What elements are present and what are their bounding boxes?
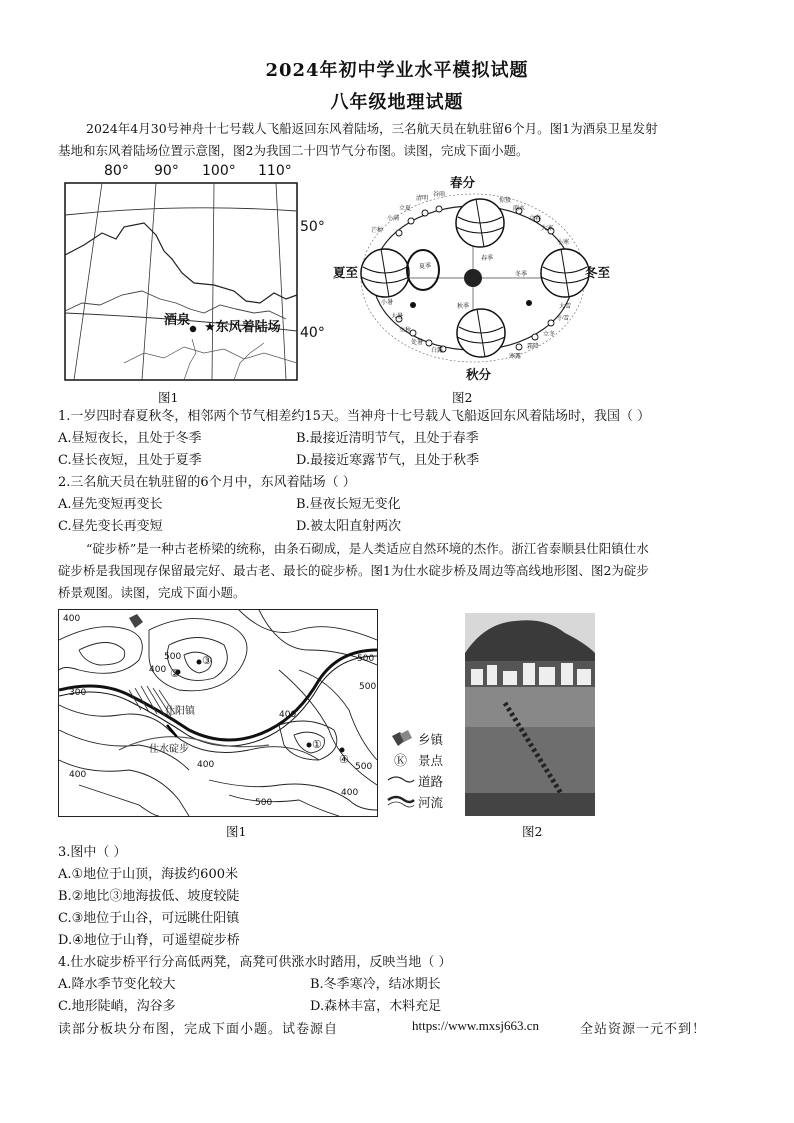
option[interactable]: C.昼长夜短，且处于夏季 [58, 453, 202, 468]
term-label: 雨水 [513, 205, 526, 212]
option[interactable]: C.③地位于山谷，可远眺仕阳镇 [58, 911, 240, 926]
term-label: 秋季 [457, 303, 470, 310]
contour-label: 400 [279, 710, 297, 720]
point-label-3: ③ [202, 654, 212, 667]
map-legend [386, 730, 456, 814]
point-label-1: ① [312, 738, 322, 751]
term-label: 大暑 [391, 313, 404, 320]
lat-label: 40° [300, 325, 325, 341]
option[interactable]: D.森林丰富，木料充足 [310, 999, 442, 1014]
option[interactable]: A.①地位于山顶，海拔约600米 [58, 867, 238, 882]
figure-caption: 图1 [226, 824, 247, 839]
term-label: 冬季 [515, 271, 528, 278]
term-label: 立夏 [399, 205, 412, 212]
point-label-4: ④ [339, 753, 349, 766]
scenic-spot-icon: Ⓚ [394, 754, 408, 769]
term-label: 芒种 [371, 227, 384, 234]
contour-label: 500 [255, 798, 273, 808]
term-label: 小满 [387, 215, 400, 222]
term-label: 白露 [431, 347, 444, 354]
option[interactable]: B.②地比③地海拔低、坡度较陡 [58, 889, 240, 904]
question-1: 1.一岁四时春夏秋冬，相邻两个节气相差约15天。当神舟十七号载人飞船返回东风着陆场时，我国（ ） [58, 409, 651, 424]
lon-label: 110° [258, 163, 292, 179]
question-4: 4.仕水碇步桥平行分高低两凳，高凳可供涨水时踏用，反映当地（ ） [58, 955, 452, 970]
contour-label: 400 [63, 614, 81, 624]
exam-subtitle: 八年级地理试题 [330, 92, 464, 113]
term-label: 小寒 [557, 239, 570, 246]
option[interactable]: B.最接近清明节气，且处于春季 [296, 431, 479, 446]
contour-label: 500 [357, 654, 375, 664]
contour-label: 400 [197, 760, 215, 770]
point-label-2: ② [170, 667, 180, 680]
contour-label: 400 [69, 770, 87, 780]
bridge-label: 仕水碇步 [149, 744, 189, 755]
contour-label: 400 [149, 665, 167, 675]
contour-label: 500 [359, 682, 377, 692]
term-label: 谷雨 [433, 191, 446, 198]
footer-promo: 全站资源一元不到！ [580, 1022, 707, 1037]
location-map [64, 163, 325, 383]
term-label: 霜降 [527, 343, 540, 350]
bridge-photo [465, 613, 595, 816]
term-label: 处暑 [411, 339, 424, 346]
solar-terms-diagram [333, 173, 611, 383]
term-label: 夏季 [419, 263, 432, 270]
footer-link[interactable]: https://www.mxsj663.cn [412, 1018, 539, 1033]
intro-paragraph-2: “碇步桥”是一种古老桥梁的统称，由条石砌成，是人类适应自然环境的杰作。浙江省泰顺县仕阳镇仕水 碇步桥是我国现存保留最完好、最古老、最长的碇步桥。图1为仕水碇步桥及周边等高线地形图、图2为碇步 桥景观图。读图，完成下面小题。 [58, 541, 649, 600]
term-label: 立冬 [543, 331, 556, 338]
legend-label: 乡镇 [418, 732, 444, 747]
lat-label: 50° [300, 219, 325, 235]
season-label-spring: 春分 [450, 175, 476, 190]
contour-label: 300 [69, 688, 87, 698]
legend-label: 河流 [418, 795, 444, 810]
question-2: 2.三名航天员在轨驻留的6个月中，东风着陆场（ ） [58, 475, 356, 490]
term-label: 大寒 [541, 225, 554, 232]
term-label: 寒露 [509, 353, 522, 360]
intro-paragraph-1: 2024年4月30号神舟十七号载人飞船返回东风着陆场，三名航天员在轨驻留6个月。图1为酒泉卫星发射 基地和东风着陆场位置示意图，图2为我国二十四节气分布图。读图，完成下面小题。 [58, 121, 658, 158]
option[interactable]: C.地形陡峭，沟谷多 [58, 999, 176, 1014]
figure-caption: 图2 [452, 390, 473, 405]
figure-caption: 图1 [158, 390, 179, 405]
term-label: 小雪 [557, 315, 570, 322]
option[interactable]: D.④地位于山脊，可遥望碇步桥 [58, 933, 240, 948]
lon-label: 100° [202, 163, 236, 179]
term-label: 小暑 [381, 299, 394, 306]
option[interactable]: C.昼先变长再变短 [58, 519, 163, 534]
term-label: 大雪 [559, 303, 572, 310]
place-dongfeng: ★东风着陆场 [204, 320, 281, 335]
footer-note: 读部分板块分布图，完成下面小题。试卷源自 [58, 1022, 339, 1037]
legend-label: 景点 [418, 753, 444, 768]
question-3: 3.图中（ ） [58, 845, 127, 860]
lon-label: 80° [104, 163, 129, 179]
option[interactable]: A.昼先变短再变长 [58, 497, 163, 512]
contour-label: 400 [341, 788, 359, 798]
option[interactable]: A.昼短夜长，且处于冬季 [58, 431, 202, 446]
term-label: 立秋 [399, 327, 412, 334]
term-label: 春季 [481, 255, 494, 262]
term-label: 立春 [529, 215, 542, 222]
legend-label: 道路 [418, 774, 444, 789]
contour-label: 500 [164, 652, 182, 662]
town-label: 仕阳镇 [165, 706, 195, 717]
season-label-summer: 夏至 [333, 265, 359, 280]
option[interactable]: A.降水季节变化较大 [58, 977, 176, 992]
exam-title: 2024年初中学业水平模拟试题 [265, 60, 529, 81]
option[interactable]: B.昼夜长短无变化 [296, 497, 401, 512]
option[interactable]: D.最接近寒露节气，且处于秋季 [296, 453, 480, 468]
place-jiuquan: 酒泉 [164, 313, 191, 328]
season-label-winter: 冬至 [585, 265, 611, 280]
term-label: 清明 [416, 195, 429, 202]
lon-label: 90° [154, 163, 179, 179]
season-label-autumn: 秋分 [466, 367, 492, 382]
option[interactable]: D.被太阳直射两次 [296, 519, 402, 534]
contour-label: 500 [355, 762, 373, 772]
contour-map [58, 609, 378, 817]
figure-caption: 图2 [522, 824, 543, 839]
option[interactable]: B.冬季寒冷，结冰期长 [310, 977, 441, 992]
term-label: 惊蛰 [499, 197, 512, 204]
